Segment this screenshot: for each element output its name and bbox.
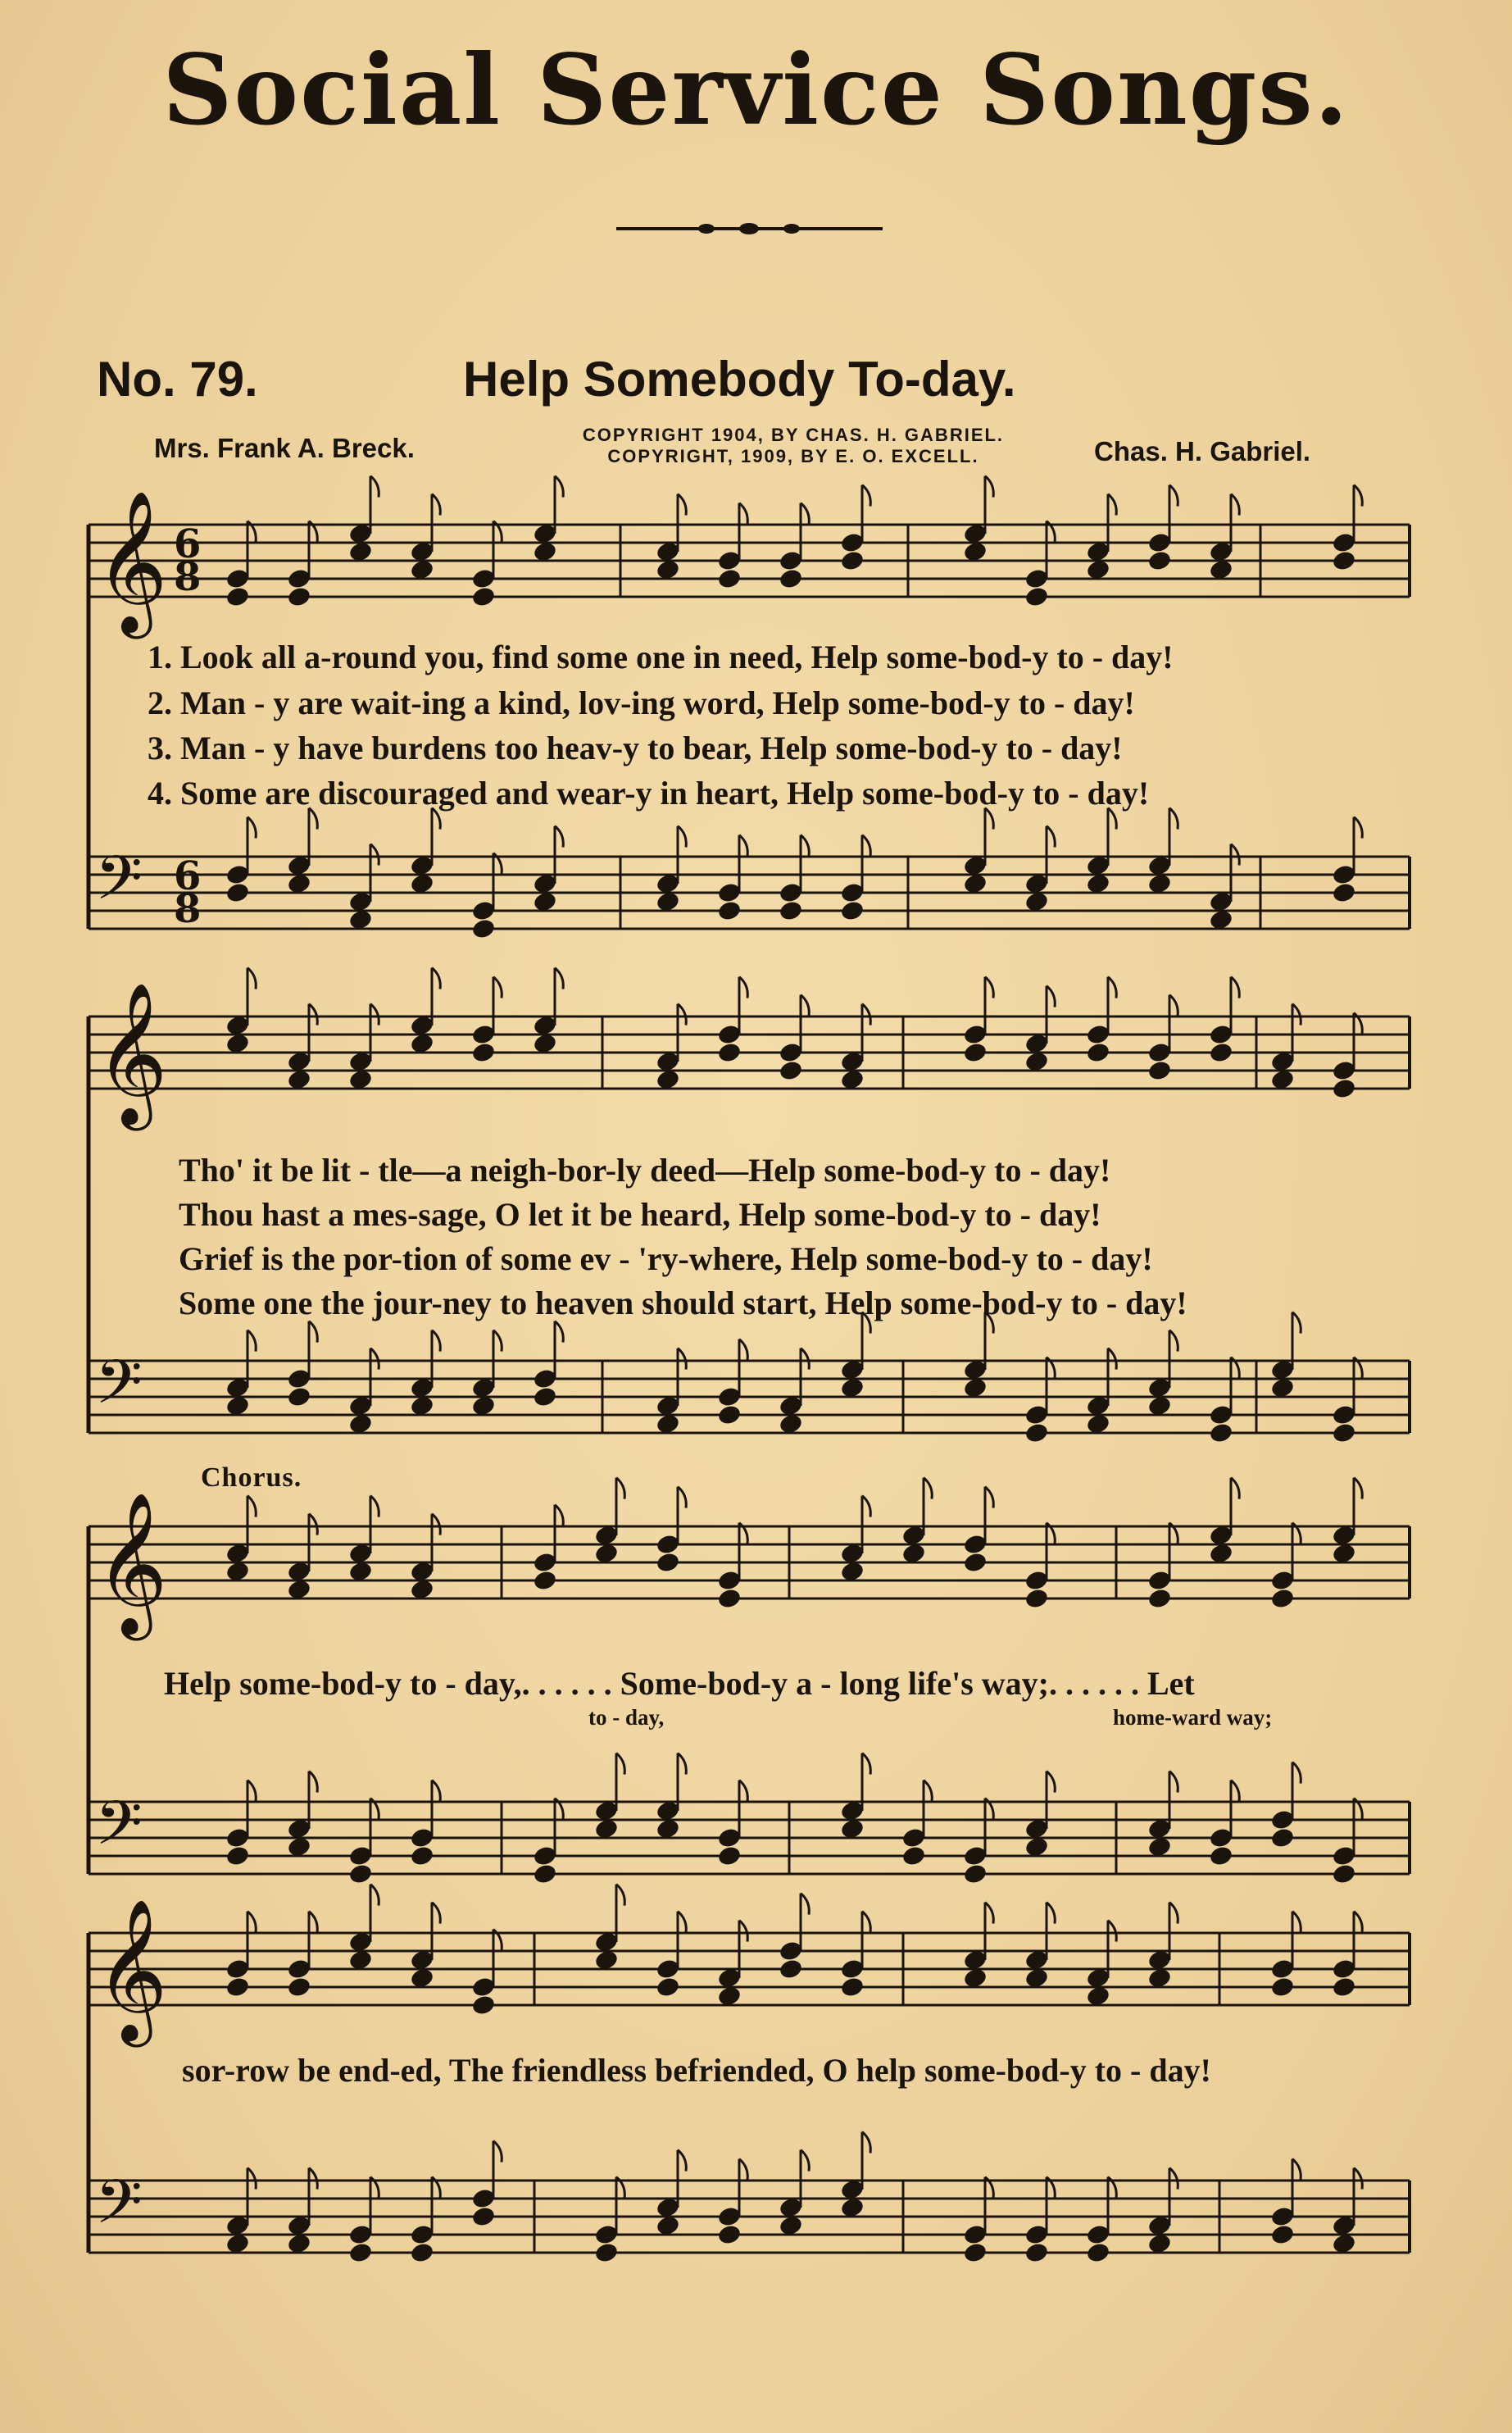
author-credit: Mrs. Frank A. Breck. [154, 433, 415, 463]
copyright-line-1: COPYRIGHT 1904, BY CHAS. H. GABRIEL. [582, 425, 1005, 445]
bass-note-flag [1169, 808, 1178, 830]
bass-note-notehead [347, 1862, 373, 1885]
bass-note-notehead [409, 1844, 434, 1867]
treble-note-flag [555, 476, 563, 498]
treble-note-flag [370, 476, 379, 498]
treble-note-flag [985, 977, 993, 998]
bass-note-flag [370, 1348, 379, 1370]
bass-note-notehead [839, 899, 865, 922]
bass-note-notehead [1269, 2223, 1295, 2246]
bass-note-flag [924, 1780, 932, 1802]
bass-clef-icon: 𝄢 [95, 843, 143, 929]
treble-note-notehead [470, 1041, 496, 1064]
treble-note-flag [432, 968, 440, 989]
treble-note-flag [1354, 1478, 1362, 1499]
treble-note-flag [432, 1514, 440, 1535]
treble-note-flag [678, 1004, 686, 1025]
treble-note-flag [247, 968, 256, 989]
treble-note-flag [493, 977, 502, 998]
bass-note-notehead [1331, 1862, 1356, 1885]
treble-note-flag [862, 1004, 870, 1025]
treble-note-flag [370, 1885, 379, 1906]
chorus-echo-2: home-ward way; [1113, 1705, 1273, 1730]
bass-note-flag [247, 2168, 256, 2190]
treble-note-notehead [1024, 1587, 1049, 1610]
bass-note-flag [678, 2150, 686, 2172]
bass-note-flag [1047, 826, 1055, 848]
verse-2-line-2: Thou hast a mes-sage, O let it be heard, Help some-bod-y to - day! [179, 1196, 1101, 1233]
treble-note-notehead [716, 567, 742, 590]
treble-note-notehead [1331, 1976, 1356, 1999]
bass-note-notehead [593, 2241, 619, 2264]
treble-note-flag [616, 1885, 624, 1906]
bass-note-flag [370, 844, 379, 866]
treble-note-notehead [532, 1569, 557, 1592]
bass-note-notehead [1208, 1844, 1233, 1867]
bass-note-notehead [1331, 881, 1356, 904]
treble-note-flag [1354, 485, 1362, 507]
treble-note-flag [862, 485, 870, 507]
treble-note-notehead [1146, 549, 1172, 572]
verse-4-line-2: Some one the jour-ney to heaven should start, Help some-bod-y to - day! [179, 1285, 1187, 1321]
bass-note-flag [1047, 1771, 1055, 1793]
treble-note-flag [1292, 1912, 1301, 1933]
treble-note-flag [985, 1487, 993, 1508]
treble-note-flag [739, 1921, 747, 1942]
treble-note-notehead [962, 1041, 988, 1064]
treble-note-flag [1231, 1478, 1239, 1499]
bass-clef-icon: 𝄢 [95, 2167, 143, 2253]
time-signature-bass: 6 [174, 853, 202, 899]
treble-note-flag [801, 995, 809, 1016]
treble-note-flag [1169, 995, 1178, 1016]
bass-note-flag [678, 826, 686, 848]
treble-note-notehead [286, 1976, 311, 1999]
treble-note-flag [1231, 977, 1239, 998]
treble-note-flag [555, 1505, 563, 1526]
treble-note-notehead [1269, 1976, 1295, 1999]
composer-credit: Chas. H. Gabriel. [1094, 436, 1311, 466]
treble-note-notehead [1146, 1587, 1172, 1610]
bass-note-flag [247, 1330, 256, 1352]
treble-note-notehead [962, 1551, 988, 1574]
bass-clef-icon: 𝄢 [95, 1788, 143, 1874]
verse-1-line-1: 1. Look all a-round you, find some one in need, Help some-bod-y to - day! [148, 639, 1174, 675]
verse-2-line-1: 2. Man - y are wait-ing a kind, lov-ing word, Help some-bod-y to - day! [148, 684, 1135, 721]
treble-note-flag [370, 1004, 379, 1025]
bass-note-flag [1354, 817, 1362, 839]
bass-note-notehead [716, 2223, 742, 2246]
treble-note-flag [1108, 977, 1116, 998]
treble-note-notehead [1146, 1059, 1172, 1082]
chorus-line-2: sor-row be end-ed, The friendless befriended, O help some-bod-y to - day! [182, 2052, 1211, 2089]
bass-note-notehead [470, 2205, 496, 2228]
treble-note-flag [985, 476, 993, 498]
treble-note-flag [247, 1912, 256, 1933]
bass-note-flag [801, 835, 809, 857]
treble-note-flag [309, 1004, 317, 1025]
bass-note-flag [1169, 1330, 1178, 1352]
treble-note-flag [370, 1496, 379, 1517]
treble-note-notehead [839, 549, 865, 572]
treble-note-flag [678, 1487, 686, 1508]
treble-clef-icon: 𝄞 [95, 982, 168, 1125]
bass-note-flag [678, 1348, 686, 1370]
bass-note-flag [616, 1753, 624, 1775]
bass-note-notehead [778, 899, 803, 922]
treble-note-flag [616, 1478, 624, 1499]
bass-note-flag [309, 2168, 317, 2190]
bass-note-notehead [1208, 1421, 1233, 1444]
time-signature-treble: 6 [174, 521, 202, 567]
bass-note-notehead [532, 1862, 557, 1885]
bass-note-flag [739, 1780, 747, 1802]
bass-note-flag [1354, 2168, 1362, 2190]
bass-note-flag [801, 2150, 809, 2172]
treble-note-flag [432, 494, 440, 516]
treble-note-notehead [1085, 1041, 1110, 1064]
treble-note-notehead [286, 585, 311, 608]
bass-note-notehead [901, 1844, 926, 1867]
bass-note-flag [862, 2132, 870, 2153]
verse-1-line-2: Tho' it be lit - tle—a neigh-bor-ly deed—Help some-bod-y to - day! [179, 1152, 1111, 1189]
bass-note-flag [862, 835, 870, 857]
treble-note-flag [1354, 1912, 1362, 1933]
bass-note-flag [1169, 2168, 1178, 2190]
bass-note-flag [1292, 2159, 1301, 2181]
treble-note-notehead [1331, 1077, 1356, 1100]
treble-note-flag [309, 1912, 317, 1933]
verse-3-line-2: Grief is the por-tion of some ev - 'ry-where, Help some-bod-y to - day! [179, 1240, 1153, 1277]
bass-note-notehead [347, 2241, 373, 2264]
bass-note-flag [432, 1780, 440, 1802]
bass-note-flag [309, 1771, 317, 1793]
treble-note-notehead [655, 1976, 680, 1999]
treble-clef-icon: 𝄞 [95, 490, 168, 633]
treble-note-notehead [470, 585, 496, 608]
treble-note-notehead [225, 1976, 250, 1999]
hymn-title: Help Somebody To-day. [463, 352, 1016, 407]
chorus-label: Chorus. [201, 1462, 302, 1493]
treble-clef-icon: 𝄞 [95, 1899, 168, 2041]
treble-note-flag [247, 1496, 256, 1517]
treble-note-flag [432, 1903, 440, 1924]
bass-note-notehead [1331, 1421, 1356, 1444]
verse-4-line-1: 4. Some are discouraged and wear-y in heart, Help some-bod-y to - day! [148, 775, 1150, 812]
chorus-line-1: Help some-bod-y to - day,. . . . . . Some-bod-y a - long life's way;. . . . . . Let [164, 1665, 1195, 1702]
bass-note-flag [555, 826, 563, 848]
treble-note-notehead [778, 1059, 803, 1082]
treble-note-flag [739, 977, 747, 998]
bass-note-flag [247, 1780, 256, 1802]
bass-note-flag [493, 2141, 502, 2162]
treble-note-notehead [1208, 1041, 1233, 1064]
treble-note-flag [678, 1912, 686, 1933]
chorus-echo-1: to - day, [588, 1705, 665, 1730]
treble-note-notehead [778, 567, 803, 590]
bass-note-notehead [409, 2241, 434, 2264]
bass-note-notehead [1269, 1826, 1295, 1849]
treble-note-flag [1169, 1903, 1178, 1924]
bass-note-flag [862, 1753, 870, 1775]
treble-note-flag [1108, 494, 1116, 516]
treble-note-flag [924, 1478, 932, 1499]
copyright-line-2: COPYRIGHT, 1909, BY E. O. EXCELL. [607, 446, 979, 466]
page-title: Social Service Songs. [162, 33, 1350, 147]
treble-note-notehead [1024, 585, 1049, 608]
treble-note-flag [862, 1912, 870, 1933]
bass-note-notehead [286, 1385, 311, 1408]
treble-note-notehead [225, 585, 250, 608]
bass-note-notehead [1085, 2241, 1110, 2264]
bass-note-flag [309, 1321, 317, 1343]
bass-note-flag [493, 1330, 502, 1352]
treble-note-notehead [778, 1958, 803, 1981]
treble-note-flag [678, 494, 686, 516]
bass-note-flag [247, 817, 256, 839]
treble-note-flag [1047, 1903, 1055, 1924]
treble-note-flag [985, 1903, 993, 1924]
treble-note-notehead [655, 1551, 680, 1574]
bass-note-flag [739, 835, 747, 857]
bass-note-notehead [532, 1385, 557, 1408]
bass-note-flag [1231, 1780, 1239, 1802]
treble-note-flag [1047, 986, 1055, 1007]
treble-note-notehead [1269, 1587, 1295, 1610]
treble-note-flag [862, 1496, 870, 1517]
treble-note-flag [309, 1514, 317, 1535]
bass-note-flag [1292, 1762, 1301, 1784]
bass-note-notehead [1024, 1421, 1049, 1444]
time-signature-bass: 8 [174, 886, 202, 932]
bass-note-flag [555, 1321, 563, 1343]
treble-note-notehead [1331, 549, 1356, 572]
bass-note-flag [739, 2159, 747, 2181]
treble-note-notehead [716, 1041, 742, 1064]
treble-note-flag [801, 503, 809, 525]
bass-note-notehead [716, 1844, 742, 1867]
bass-note-notehead [716, 1403, 742, 1426]
bass-note-notehead [470, 917, 496, 940]
bass-note-flag [678, 1753, 686, 1775]
treble-note-flag [801, 1894, 809, 1915]
treble-clef-icon: 𝄞 [95, 1492, 168, 1635]
verse-3-line-1: 3. Man - y have burdens too heav-y to bear, Help some-bod-y to - day! [148, 730, 1123, 766]
treble-note-flag [1108, 1921, 1116, 1942]
bass-note-notehead [225, 1844, 250, 1867]
bass-note-notehead [962, 2241, 988, 2264]
time-signature-treble: 8 [174, 554, 202, 600]
treble-note-notehead [470, 1994, 496, 2017]
treble-note-notehead [716, 1587, 742, 1610]
bass-note-flag [801, 1348, 809, 1370]
treble-note-flag [1292, 1004, 1301, 1025]
bass-note-flag [432, 1330, 440, 1352]
bass-note-notehead [1024, 2241, 1049, 2264]
bass-note-notehead [716, 899, 742, 922]
treble-note-flag [739, 503, 747, 525]
bass-note-flag [739, 1339, 747, 1361]
hymn-number: No. 79. [97, 352, 258, 407]
bass-note-flag [1231, 844, 1239, 866]
bass-note-flag [1292, 1312, 1301, 1334]
bass-clef-icon: 𝄢 [95, 1347, 143, 1433]
treble-note-flag [1169, 485, 1178, 507]
bass-note-flag [1169, 1771, 1178, 1793]
bass-note-notehead [225, 881, 250, 904]
bass-note-notehead [962, 1862, 988, 1885]
treble-note-flag [555, 968, 563, 989]
bass-note-flag [1108, 1348, 1116, 1370]
treble-note-notehead [839, 1976, 865, 1999]
treble-note-flag [1231, 494, 1239, 516]
